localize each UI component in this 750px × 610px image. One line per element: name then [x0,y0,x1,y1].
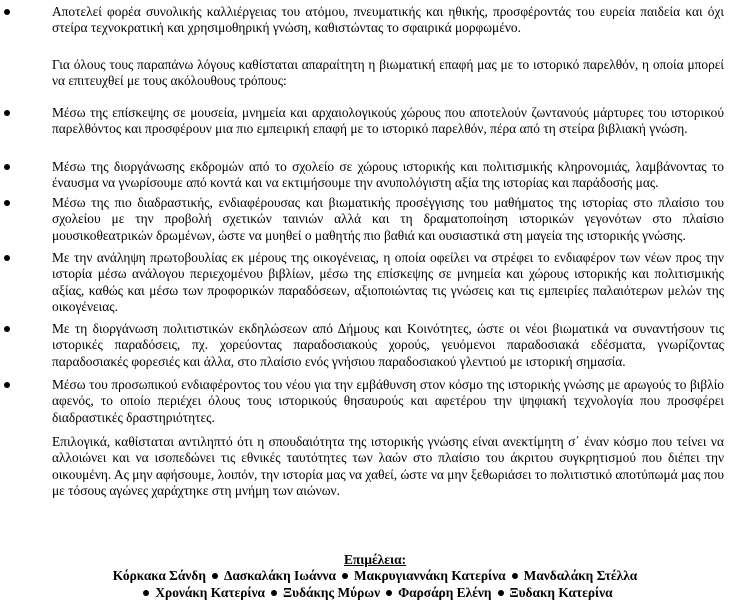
credits-line-2 [0,585,750,601]
bullet-text: Μέσω της πιο διαδραστικής, ενδιαφέρουσας και βιωματικής προσέγγισης του μαθήματος της ιστορίας στο πλαίσιο του σχολείου με την προβολή σχετικών ταινιών αλλά και τη δραματοποίηση ιστορικών γεγονότων στο πλαίσιο μουσικοθεατρικών δρωμένων, ώστε να μυηθεί ο μαθητής πιο βαθιά και ουσιαστικά στη μαγεία της ιστορικής γνώσης. [52,195,724,243]
bullet-text: Μέσω της επίσκεψης σε μουσεία, μνημεία και αρχαιολογικούς χώρους που αποτελούν ζωντανούς μάρτυρες του ιστορικού παρελθόντος και προσφέρουν μια πιο εμπειρική επαφή με το ιστορικό παρελθόν, πέρα από τη στείρα βιβλιακή γνώση. [52,105,724,137]
bullet-text: Με τη διοργάνωση πολιτιστικών εκδηλώσεων από Δήμους και Κοινότητες, ώστε οι νέοι βιωματικά να συναντήσουν τις ιστορικές παραδόσεις, πχ. χορεύοντας παραδοσιακούς χορούς, γευόμενοι παραδοσιακά εδέσματα, γνωρίζοντας παραδοσιακές φορεσιές και άλλα, στο πλαίσιο ενός γνήσιου παραδοσιακού γλεντιού με ιστορική σημασία. [52,321,724,369]
bullet-icon [4,200,10,206]
credit-name: Φαρσάρη Ελένη [398,584,492,600]
bullet-icon [4,255,10,261]
separator-dot-icon [512,573,518,579]
credits-title: Επιμέλεια: [343,552,407,567]
credit-name: Κόρκακα Σάνδη [112,568,206,584]
bullet-icon [4,9,10,15]
bullet-text: Μέσω του προσωπικού ενδιαφέροντος του νέου για την εμβάθυνση στον κόσμο της ιστορικής γνώσης με αρωγούς το βιβλίο αφενός, το οποίο περιέχει όλους τους ιστορικούς θησαυρούς και αφετέρου την ψηφιακή τεχνολογία που προσφέρει διαδραστικές δραστηριότητες. [52,377,724,425]
intro-continuation-text: Αποτελεί φορέα συνολικής καλλιέργειας του ατόμου, πνευματικής και ηθικής, προσφέροντάς του ευρεία παιδεία και όχι στείρα τεχνοκρατική και χρησιμοθηρική γνώση, καθιστώντας το σφαιρικά μορφωμένο. [52,4,724,36]
credits-block [0,552,750,601]
intro-lead-paragraph: Για όλους τους παραπάνω λόγους καθίσταται απαραίτητη η βιωματική επαφή μας με το ιστορικό παρελθόν, η οποία μπορεί να επιτευχθεί με τους ακόλουθους τρόπους: [52,57,724,89]
bullet-icon [4,382,10,388]
credits-line-1 [0,568,750,584]
credit-name: Χρονάκη Κατερίνα [155,584,266,600]
separator-dot-icon [386,590,392,596]
credit-name: Μανδαλάκη Στέλλα [523,568,638,584]
bullet-icon [4,164,10,170]
separator-dot-icon [498,590,504,596]
bullet-icon [4,110,10,116]
bullet-text: Με την ανάληψη πρωτοβουλίας εκ μέρους της οικογένειας, η οποία οφείλει να στρέφει το ενδιαφέρον των νέων προς την ιστορία μέσω ανάλογου περιεχομένου βιβλίων, μέσω της επίσκεψης σε μνημεία και χώρους ιστορικής και πολιτισμικής αξίας, καθώς και μέσω των προφορικών παραδόσεων, αξιοποιώντας τις γνώσεις και τις εμπειρίες παλαιότερων μελών της οικογένειας. [52,250,724,314]
separator-dot-icon [342,573,348,579]
separator-dot-icon [212,573,218,579]
bullet-text: Μέσω της διοργάνωσης εκδρομών από το σχολείο σε χώρους ιστορικής και πολιτισμικής κληρονομιάς, λαμβάνοντας το έναυσμα να γνωρίσουμε από κοντά και να εκτιμήσουμε την ανυπολόγιστη αξία της ιστορίας και παράδοσής μας. [52,159,724,191]
separator-dot-icon [271,590,277,596]
credit-name: Ξυδακη Κατερίνα [509,584,613,600]
credit-name: Δασκαλάκη Ιωάννα [223,568,336,584]
separator-dot-icon [143,590,149,596]
conclusion-paragraph: Επιλογικά, καθίσταται αντιληπτό ότι η σπουδαιότητα της ιστορικής γνώσης είναι ανεκτίμητη σ΄ έναν κόσμο που τείνει να αλλοιώνει και να ισοπεδώνει τις εθνικές ταυτότητες των λαών στο πλαίσιο του άκριτου συγκρητισμού που διέπει την οικουμένη. Ας μην αφήσουμε, λοιπόν, την ιστορία μας να χαθεί, ώστε να μην ξεθωριάσει το πολιτιστικό αποτύπωμά μας που με τόσους αγώνες χαράχτηκε στη μνήμη των αιώνων. [52,434,724,498]
credit-name: Μακρυγιαννάκη Κατερίνα [353,568,506,584]
bullet-icon [4,326,10,332]
credit-name: Ξυδάκης Μύρων [283,584,381,600]
